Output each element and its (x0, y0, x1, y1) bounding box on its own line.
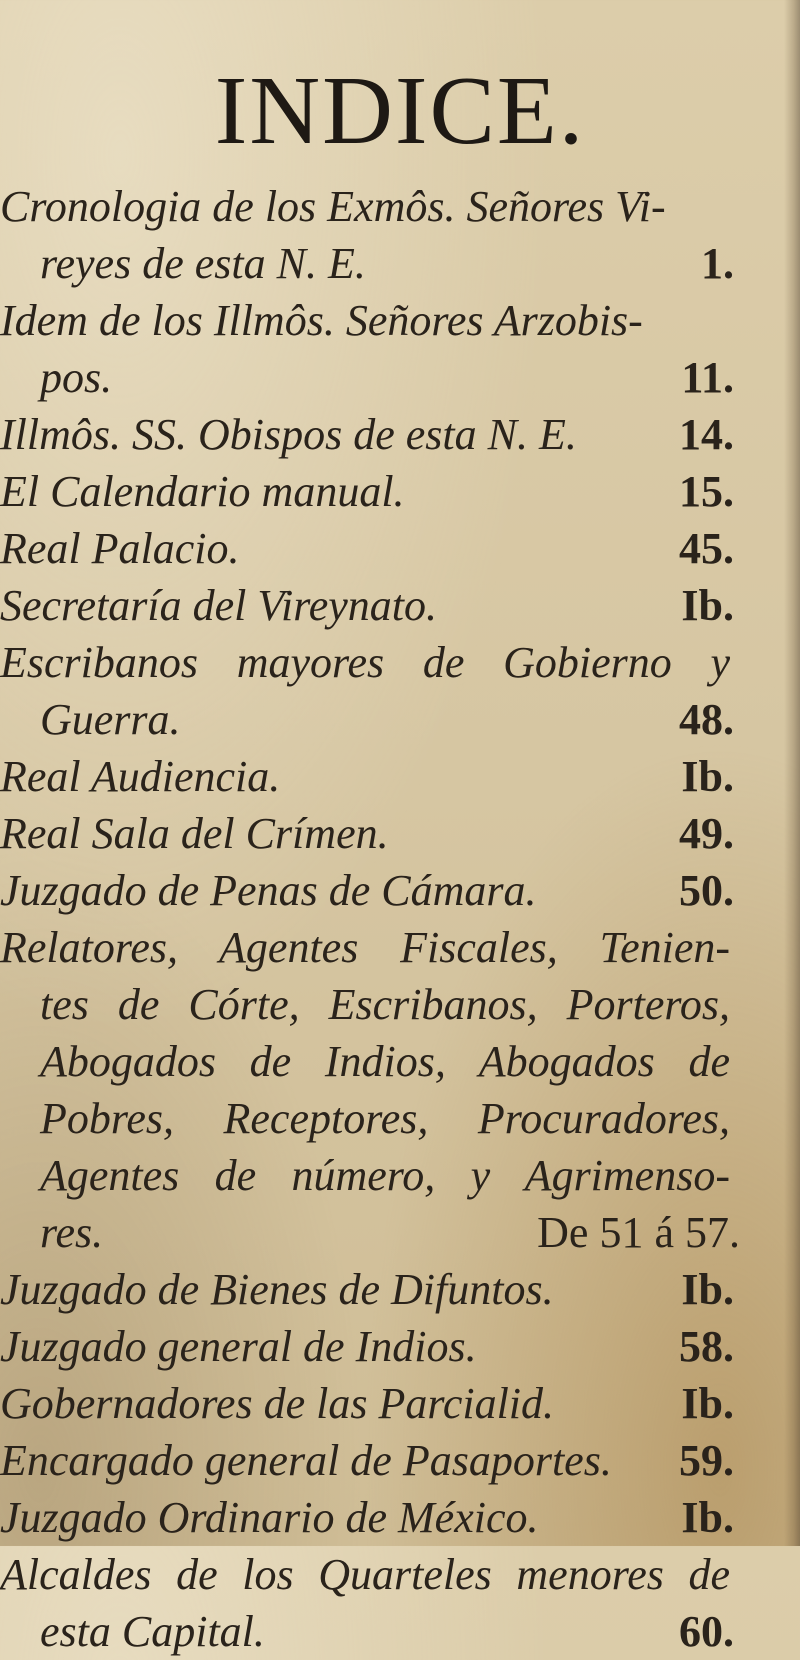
page-number: 58. (679, 1322, 734, 1371)
page-number: 50. (679, 866, 734, 915)
index-entry-line (0, 862, 800, 919)
entry-text: Illmôs. SS. Obispos de esta N. E. (0, 410, 577, 459)
page-number: 59. (679, 1436, 734, 1485)
entry-text: reyes de esta N. E. (40, 239, 366, 288)
index-entry-line (0, 1603, 800, 1660)
page-number: De 51 á 57. (537, 1208, 740, 1257)
entry-text: Juzgado Ordinario de México. (0, 1493, 539, 1542)
index-entry-line (0, 1261, 800, 1318)
entry-text: Pobres, Receptores, Procuradores, (40, 1094, 730, 1143)
page-number: 49. (679, 809, 734, 858)
entry-text: res. (40, 1208, 104, 1257)
index-entry-line (0, 1033, 800, 1090)
entry-text: Escribanos mayores de Gobierno y (0, 638, 730, 687)
page-number: Ib. (681, 581, 734, 630)
index-entry-line (0, 1147, 800, 1204)
page-number: Ib. (681, 752, 734, 801)
entry-text: Relatores, Agentes Fiscales, Tenien- (0, 923, 730, 972)
index-list (0, 178, 800, 1660)
index-entry-line (0, 1489, 800, 1546)
index-entry-line (0, 919, 800, 976)
page-number: 15. (679, 467, 734, 516)
page-number: Ib. (681, 1379, 734, 1428)
entry-text: Gobernadores de las Parcialid. (0, 1379, 555, 1428)
page-title: INDICE. (214, 57, 586, 165)
page-number: 45. (679, 524, 734, 573)
index-entry-line (0, 577, 800, 634)
entry-text: Real Sala del Crímen. (0, 809, 389, 858)
entry-text: Alcaldes de los Quarteles menores de (0, 1550, 730, 1599)
index-entry-line (0, 349, 800, 406)
index-entry-line (0, 805, 800, 862)
entry-text: Real Audiencia. (0, 752, 281, 801)
entry-text: Agentes de número, y Agrimenso- (40, 1151, 730, 1200)
index-entry-line (0, 1318, 800, 1375)
index-entry-line (0, 1432, 800, 1489)
index-entry-line (0, 1204, 800, 1261)
entry-text: Cronologia de los Exmôs. Señores Vi- (0, 182, 666, 231)
page-number: Ib. (681, 1265, 734, 1314)
index-entry-line (0, 691, 800, 748)
entry-text: El Calendario manual. (0, 467, 405, 516)
entry-text: Guerra. (40, 695, 181, 744)
index-entry-line (0, 1546, 800, 1603)
entry-text: Abogados de Indios, Abogados de (40, 1037, 730, 1086)
entry-text: Juzgado de Penas de Cámara. (0, 866, 537, 915)
page-number: 1. (701, 239, 734, 288)
index-entry-line (0, 976, 800, 1033)
page-number: 14. (679, 410, 734, 459)
index-entry-line (0, 178, 800, 235)
index-entry-line (0, 520, 800, 577)
entry-text: tes de Córte, Escribanos, Porteros, (40, 980, 730, 1029)
entry-text: Juzgado de Bienes de Difuntos. (0, 1265, 554, 1314)
entry-text: pos. (40, 353, 113, 402)
index-entry-line (0, 406, 800, 463)
page-number: 11. (681, 353, 734, 402)
entry-text: esta Capital. (40, 1607, 265, 1656)
entry-text: Idem de los Illmôs. Señores Arzobis- (0, 296, 643, 345)
page-number: 48. (679, 695, 734, 744)
index-entry-line (0, 634, 800, 691)
entry-text: Real Palacio. (0, 524, 240, 573)
index-entry-line (0, 1090, 800, 1147)
index-entry-line (0, 1375, 800, 1432)
page-number: 60. (679, 1607, 734, 1656)
index-entry-line (0, 235, 800, 292)
index-entry-line (0, 463, 800, 520)
page-number: Ib. (681, 1493, 734, 1542)
index-entry-line (0, 292, 800, 349)
entry-text: Juzgado general de Indios. (0, 1322, 477, 1371)
index-entry-line (0, 748, 800, 805)
entry-text: Encargado general de Pasaportes. (0, 1436, 612, 1485)
entry-text: Secretaría del Vireynato. (0, 581, 438, 630)
